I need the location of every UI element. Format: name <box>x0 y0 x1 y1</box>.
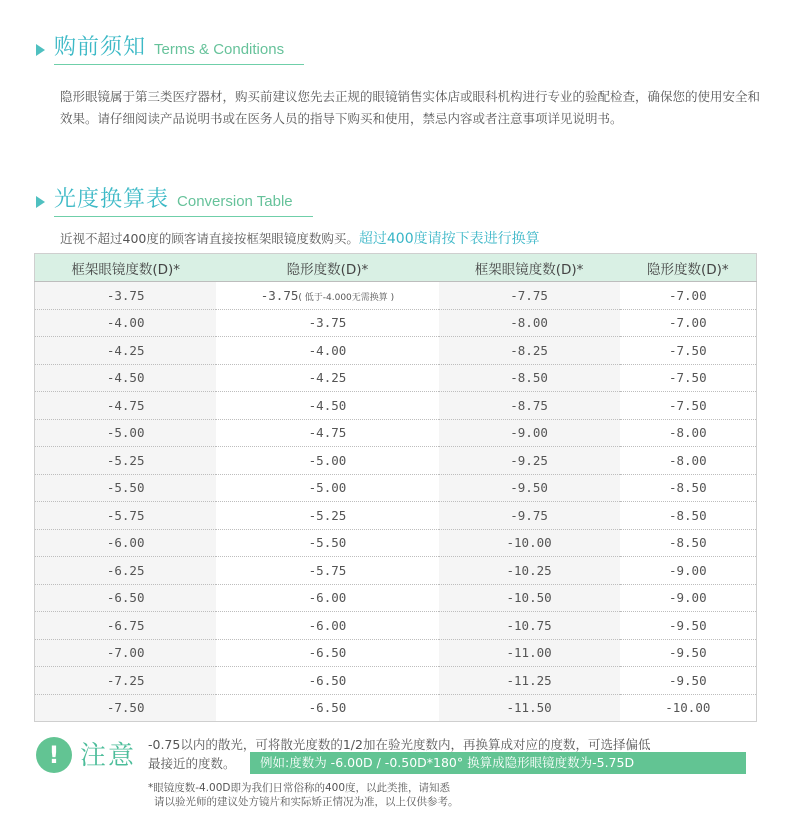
table-cell <box>620 557 757 585</box>
cell-value: -4.25 <box>308 370 347 386</box>
cell-value: -9.75 <box>510 507 548 523</box>
cell-value: -10.75 <box>506 617 552 633</box>
table-cell <box>216 502 438 530</box>
table-cell <box>216 364 438 392</box>
table-cell <box>216 612 438 640</box>
table-cell <box>439 612 620 640</box>
table-row <box>35 337 757 365</box>
cell-value: -7.50 <box>668 342 707 358</box>
table-cell <box>620 474 757 502</box>
cell-value: -9.00 <box>668 590 707 606</box>
terms-section-heading <box>36 30 304 65</box>
table-cell <box>216 584 438 612</box>
cell-value: -9.50 <box>510 480 548 496</box>
cell-value: -9.50 <box>668 617 707 633</box>
table-cell <box>439 667 620 695</box>
cell-value: -6.00 <box>308 617 347 633</box>
table-cell <box>620 392 757 420</box>
cell-value: -8.50 <box>668 535 707 551</box>
table-cell <box>35 309 217 337</box>
cell-value: -4.50 <box>308 397 347 413</box>
table-row <box>35 529 757 557</box>
table-cell <box>620 337 757 365</box>
table-cell <box>35 529 217 557</box>
table-cell <box>620 584 757 612</box>
table-cell <box>216 667 438 695</box>
table-cell <box>439 529 620 557</box>
notice-footnote-1: *眼镜度数-4.00D即为我们日常俗称的400度，以此类推，请知悉 <box>148 782 451 794</box>
table-cell <box>35 392 217 420</box>
cell-value: -7.50 <box>668 370 707 386</box>
cell-value: -7.50 <box>106 700 145 716</box>
cell-value: -10.00 <box>665 700 711 716</box>
table-row <box>35 419 757 447</box>
cell-value: -8.25 <box>510 342 548 358</box>
table-cell <box>439 474 620 502</box>
table-row <box>35 557 757 585</box>
cell-value: -9.00 <box>510 425 548 441</box>
cell-value: -4.25 <box>106 342 145 358</box>
cell-value: -5.25 <box>308 507 347 523</box>
notice-line-2: 最接近的度数。 <box>148 756 236 771</box>
header-contact-diopter: 隐形度数(D)* <box>216 254 438 282</box>
header-frame-diopter: 框架眼镜度数(D)* <box>35 254 217 282</box>
cell-value: -6.00 <box>106 535 145 551</box>
triangle-bullet-icon <box>36 44 45 56</box>
cell-value: -11.00 <box>506 645 552 661</box>
cell-value: -8.50 <box>668 507 707 523</box>
header-contact-diopter: 隐形度数(D)* <box>620 254 757 282</box>
table-cell <box>620 419 757 447</box>
cell-value: -6.50 <box>106 590 145 606</box>
cell-value: -4.75 <box>308 425 347 441</box>
cell-value: -5.50 <box>308 535 347 551</box>
table-header-row <box>35 254 757 282</box>
table-row <box>35 584 757 612</box>
conversion-title-en: Conversion Table <box>177 193 293 210</box>
cell-value: -4.00 <box>106 315 145 331</box>
table-cell <box>216 557 438 585</box>
table-cell <box>35 447 217 475</box>
cell-value: -5.25 <box>106 452 145 468</box>
table-cell <box>620 612 757 640</box>
table-cell <box>216 529 438 557</box>
table-cell <box>216 282 438 310</box>
table-row <box>35 667 757 695</box>
cell-value: -8.50 <box>668 480 707 496</box>
cell-value: -11.25 <box>506 672 552 688</box>
cell-value: -9.50 <box>668 672 707 688</box>
notice-example-banner: 例如:度数为 -6.00D / -0.50D*180° 换算成隐形眼镜度数为-5.75D <box>250 752 746 774</box>
cell-value: -10.50 <box>506 590 552 606</box>
table-cell <box>35 694 217 722</box>
cell-value: -5.75 <box>308 562 347 578</box>
table-cell <box>620 502 757 530</box>
table-cell <box>216 694 438 722</box>
table-cell <box>439 364 620 392</box>
cell-value: -8.75 <box>510 397 548 413</box>
cell-value: -5.00 <box>106 425 145 441</box>
cell-value: -6.25 <box>106 562 145 578</box>
cell-value: -7.00 <box>668 315 707 331</box>
table-cell <box>216 337 438 365</box>
cell-value: -8.00 <box>510 315 548 331</box>
table-cell <box>439 557 620 585</box>
table-cell <box>216 392 438 420</box>
cell-value: -6.50 <box>308 672 347 688</box>
cell-value: -7.75 <box>510 287 548 303</box>
cell-value: -6.75 <box>106 617 145 633</box>
table-cell <box>35 419 217 447</box>
cell-value: -11.50 <box>506 700 552 716</box>
table-row <box>35 639 757 667</box>
table-row <box>35 474 757 502</box>
table-cell <box>35 639 217 667</box>
notice-title: 注意 <box>80 741 137 771</box>
terms-title-zh: 购前须知 <box>54 35 147 60</box>
table-row <box>35 392 757 420</box>
cell-value: -9.50 <box>668 645 707 661</box>
triangle-bullet-icon <box>36 196 45 208</box>
table-body <box>35 282 757 722</box>
cell-value: -10.00 <box>506 535 552 551</box>
table-cell <box>216 474 438 502</box>
cell-value: -4.50 <box>106 370 145 386</box>
table-cell <box>216 447 438 475</box>
table-cell <box>35 557 217 585</box>
table-cell <box>439 282 620 310</box>
cell-value: -9.00 <box>668 562 707 578</box>
table-cell <box>216 309 438 337</box>
cell-value: -7.00 <box>668 287 707 303</box>
table-cell <box>216 419 438 447</box>
cell-value: -8.50 <box>510 370 548 386</box>
table-row <box>35 282 757 310</box>
table-cell <box>620 447 757 475</box>
table-cell <box>439 419 620 447</box>
table-cell <box>439 447 620 475</box>
table-cell <box>216 639 438 667</box>
terms-title-en: Terms & Conditions <box>154 41 285 58</box>
cell-value: -8.00 <box>668 425 707 441</box>
notice-line-1: -0.75以内的散光，可将散光度数的1/2加在验光度数内，再换算成对应的度数，可选择偏低 <box>148 737 651 752</box>
cell-value: -7.00 <box>106 645 145 661</box>
table-cell <box>35 474 217 502</box>
table-cell <box>439 502 620 530</box>
table-cell <box>620 639 757 667</box>
conversion-intro <box>60 228 540 248</box>
cell-value: -10.25 <box>506 562 552 578</box>
cell-value: -3.75 <box>106 287 145 303</box>
table-cell <box>439 337 620 365</box>
cell-value: -5.00 <box>308 452 347 468</box>
cell-value: -7.25 <box>106 672 145 688</box>
table-cell <box>439 584 620 612</box>
cell-value: -4.00 <box>308 342 347 358</box>
table-cell <box>620 364 757 392</box>
cell-value: -9.25 <box>510 452 548 468</box>
table-row <box>35 364 757 392</box>
table-cell <box>620 529 757 557</box>
terms-body: 隐形眼镜属于第三类医疗器材，购买前建议您先去正规的眼镜销售实体店或眼科机构进行专业的验配检查，确保您的使用安全和效果。请仔细阅读产品说明书或在医务人员的指导下购买和使用，禁忌内容或者注意事项详见说明书。 <box>60 89 761 126</box>
conversion-section-heading <box>36 182 313 217</box>
conversion-intro-text: 近视不超过400度的顾客请直接按框架眼镜度数购买。 <box>60 231 359 246</box>
cell-value: -3.75 <box>308 315 347 331</box>
table-cell <box>35 364 217 392</box>
table-cell <box>620 694 757 722</box>
cell-note: ( 低于-4.000无需换算 ) <box>298 292 395 303</box>
table-row <box>35 612 757 640</box>
conversion-table <box>34 253 757 722</box>
cell-value: -5.50 <box>106 480 145 496</box>
table-row <box>35 502 757 530</box>
table-cell <box>35 502 217 530</box>
table-cell <box>35 612 217 640</box>
table-cell <box>35 282 217 310</box>
cell-value: -6.50 <box>308 645 347 661</box>
terms-title <box>54 30 304 65</box>
cell-value: -6.50 <box>308 700 347 716</box>
table-cell <box>620 667 757 695</box>
conversion-intro-highlight: 超过400度请按下表进行换算 <box>358 231 540 247</box>
table-cell <box>439 639 620 667</box>
table-row <box>35 309 757 337</box>
table-cell <box>620 309 757 337</box>
header-frame-diopter: 框架眼镜度数(D)* <box>439 254 620 282</box>
table-cell <box>620 282 757 310</box>
table-row <box>35 447 757 475</box>
cell-value: -5.75 <box>106 507 145 523</box>
cell-value: -7.50 <box>668 397 707 413</box>
cell-value: -6.00 <box>308 590 347 606</box>
conversion-title-zh: 光度换算表 <box>54 187 170 212</box>
table-cell <box>439 694 620 722</box>
cell-value: -4.75 <box>106 397 145 413</box>
cell-value: -3.75 <box>260 287 299 303</box>
conversion-title <box>54 182 313 217</box>
table-cell <box>439 392 620 420</box>
table-cell <box>35 337 217 365</box>
exclamation-icon: ! <box>36 737 72 773</box>
cell-value: -5.00 <box>308 480 347 496</box>
cell-value: -8.00 <box>668 452 707 468</box>
table-cell <box>439 309 620 337</box>
table-row <box>35 694 757 722</box>
notice-footnote-2: 请以验光师的建议处方镜片和实际矫正情况为准，以上仅供参考。 <box>154 796 459 808</box>
table-cell <box>35 584 217 612</box>
table-cell <box>35 667 217 695</box>
